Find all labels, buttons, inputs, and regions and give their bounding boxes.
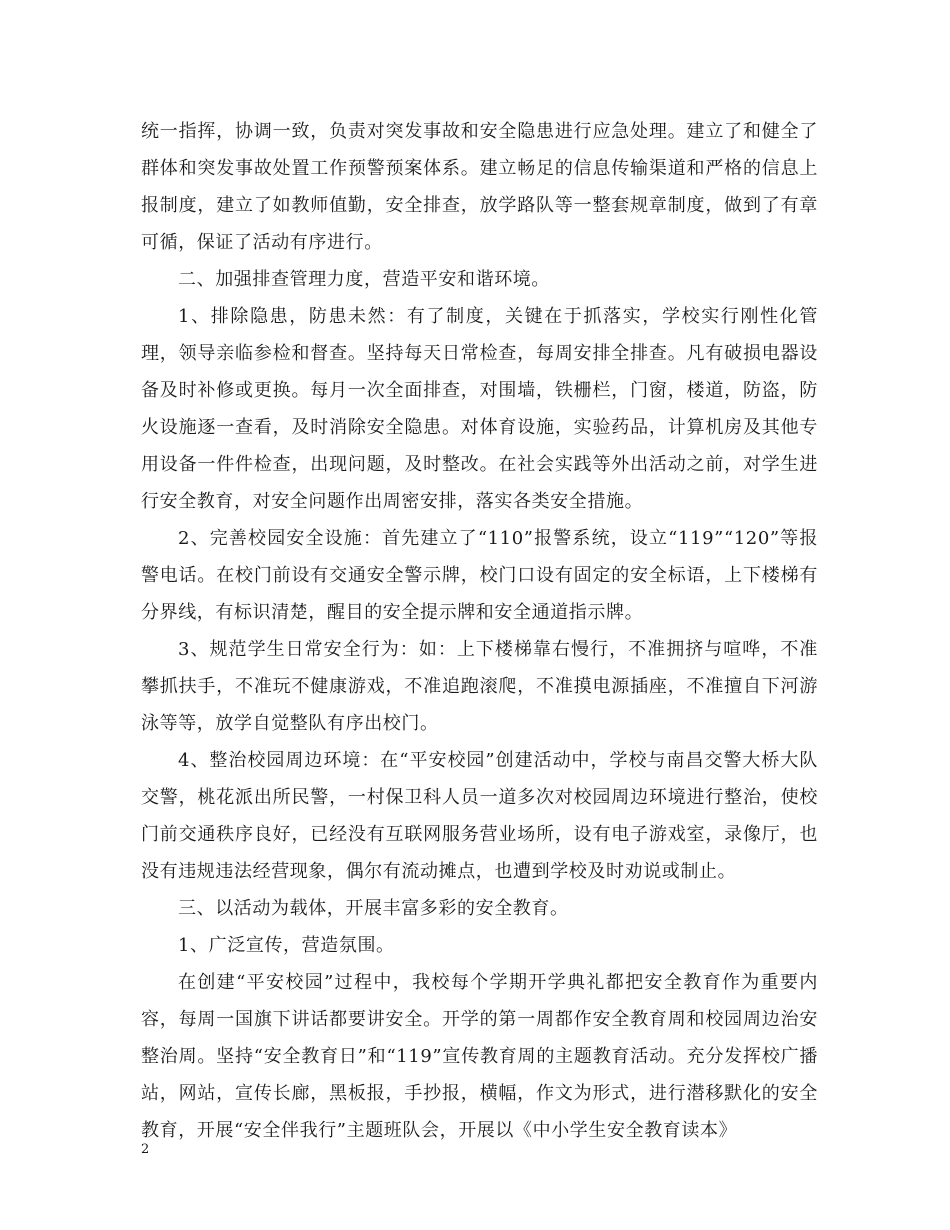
page-number: 2 [141, 1142, 150, 1157]
paragraph-surroundings: 4、整治校园周边环境：在“平安校园”创建活动中，学校与南昌交警大桥大队交警，桃花派出所民警，一村保卫科人员一道多次对校园周边环境进行整治，使校门前交通秩序良好，已经没有互联网服务营业场所，设有电子游戏室，录像厅，也没有违规违法经营现象，偶尔有流动摊点，也遭到学校及时劝说或制止。 [141, 750, 818, 882]
paragraph-student-behavior: 3、规范学生日常安全行为：如：上下楼梯靠右慢行，不准拥挤与喧哗，不准攀抓扶手，不准玩不健康游戏，不准追跑滚爬，不准摸电源插座，不准擅自下河游泳等等，放学自觉整队有序出校门。 [141, 639, 818, 734]
paragraph-1: 统一指挥，协调一致，负责对突发事故和安全隐患进行应急处理。建立了和健全了群体和突发事故处置工作预警预案体系。建立畅足的信息传输渠道和严格的信息上报制度，建立了如教师值勤，安全排查，放学路队等一整套规章制度，做到了有章可循，保证了活动有序进行。 [141, 121, 818, 253]
paragraph-hazard-removal: 1、排除隐患，防患未然：有了制度，关键在于抓落实，学校实行刚性化管理，领导亲临参检和督查。坚持每天日常检查，每周安排全排查。凡有破损电器设备及时补修或更换。每月一次全面排查，对围墙，铁栅栏，门窗，楼道，防盗，防火设施逐一查看，及时消除安全隐患。对体育设施，实验药品，计算机房及其他专用设备一件件检查，出现问题，及时整改。在社会实践等外出活动之前，对学生进行安全教育，对安全问题作出周密安排，落实各类安全措施。 [141, 306, 818, 512]
paragraph-safety-facilities: 2、完善校园安全设施：首先建立了“110”报警系统，设立“119”“120”等报警电话。在校门前设有交通安全警示牌，校门口设有固定的安全标语，上下楼梯有分界线，有标识清楚，醒目的安全提示牌和安全通道指示牌。 [141, 528, 818, 623]
paragraph-publicity: 在创建“平安校园”过程中，我校每个学期开学典礼都把安全教育作为重要内容，每周一国旗下讲话都要讲安全。开学的第一周都作安全教育周和校园周边治安整治周。坚持“安全教育日”和“119”宣传教育周的主题教育活动。充分发挥校广播站，网站，宣传长廊，黑板报，手抄报，横幅，作文为形式，进行潜移默化的安全教育，开展“安全伴我行”主题班队会，开展以《中小学生安全教育读本》 [141, 972, 818, 1141]
subheading-publicity: 1、广泛宣传，营造氛围。 [178, 935, 395, 956]
document-body [141, 113, 818, 1149]
section-heading-3: 三、以活动为载体，开展丰富多彩的安全教育。 [178, 898, 569, 919]
section-heading-2: 二、加强排查管理力度，营造平安和谐环境。 [178, 269, 550, 290]
